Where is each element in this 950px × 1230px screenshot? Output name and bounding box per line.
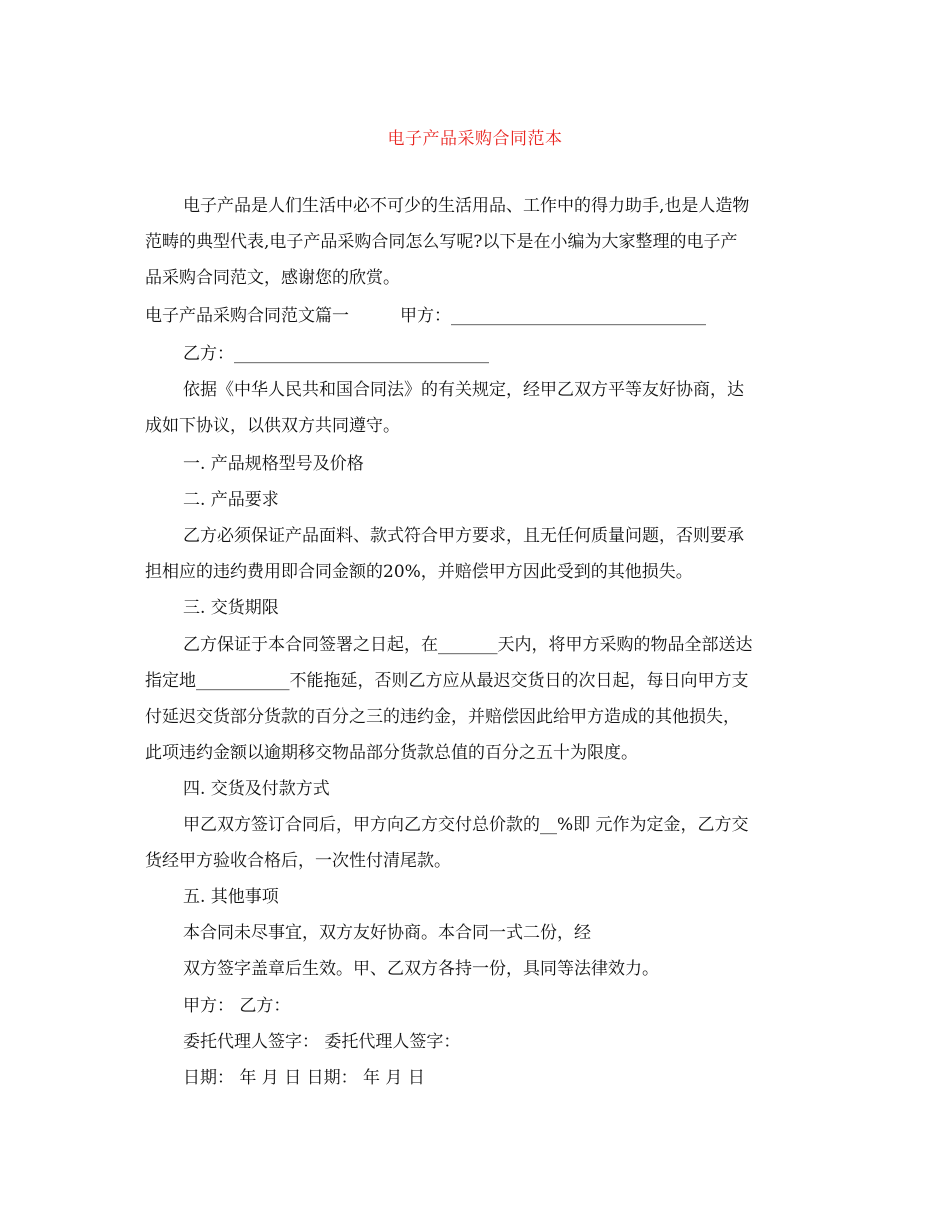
party-b-line: 乙方：______________________________ [183, 344, 489, 364]
section-1-heading: 一. 产品规格型号及价格 [183, 454, 364, 474]
intro-line-3: 品采购合同范文，感谢您的欣赏。 [145, 268, 400, 288]
intro-line-2: 范畴的典型代表,电子产品采购合同怎么写呢?以下是在小编为大家整理的电子产 [145, 232, 738, 252]
section-3-line-2: 指定地___________不能拖延，否则乙方应从最迟交货日的次日起，每日向甲方支 [145, 671, 749, 691]
party-a-line: 电子产品采购合同范文篇一 甲方：______________________________ [145, 306, 706, 326]
section-4-line-2: 货经甲方验收合格后，一次性付清尾款。 [145, 851, 451, 871]
basis-line-1: 依据《中华人民共和国合同法》的有关规定，经甲乙双方平等友好协商，达 [183, 380, 744, 400]
section-4-heading: 四. 交货及付款方式 [183, 779, 330, 799]
section-5-line-2: 双方签字盖章后生效。甲、乙双方各持一份，具同等法律效力。 [183, 959, 659, 979]
section-5-line-1: 本合同未尽事宜，双方友好协商。本合同一式二份，经 [183, 923, 591, 943]
section-3-line-1: 乙方保证于本合同签署之日起，在_______天内，将甲方采购的物品全部送达 [183, 635, 753, 655]
basis-line-2: 成如下协议，以供双方共同遵守。 [145, 416, 400, 436]
section-3-heading: 三. 交货期限 [183, 598, 279, 618]
section-3-line-3: 付延迟交货部分货款的百分之三的违约金，并赔偿因此给甲方造成的其他损失， [145, 707, 740, 727]
section-3-line-4: 此项违约金额以逾期移交物品部分货款总值的百分之五十为限度。 [145, 743, 638, 763]
section-2-line-1: 乙方必须保证产品面料、款式符合甲方要求，且无任何质量问题，否则要承 [183, 526, 744, 546]
section-2-heading: 二. 产品要求 [183, 490, 279, 510]
section-2-line-2: 担相应的违约费用即合同金额的20%，并赔偿甲方因此受到的其他损失。 [145, 562, 693, 582]
intro-line-1: 电子产品是人们生活中必不可少的生活用品、工作中的得力助手,也是人造物 [183, 196, 750, 216]
signature-dates: 日期： 年 月 日 日期： 年 月 日 [183, 1068, 425, 1088]
section-5-heading: 五. 其他事项 [183, 887, 279, 907]
signature-parties: 甲方： 乙方： [183, 996, 291, 1016]
signature-agents: 委托代理人签字： 委托代理人签字： [183, 1032, 461, 1052]
document-title: 电子产品采购合同范本 [387, 129, 563, 149]
section-4-line-1: 甲乙双方签订合同后，甲方向乙方交付总价款的__%即 元作为定金，乙方交 [183, 815, 749, 835]
